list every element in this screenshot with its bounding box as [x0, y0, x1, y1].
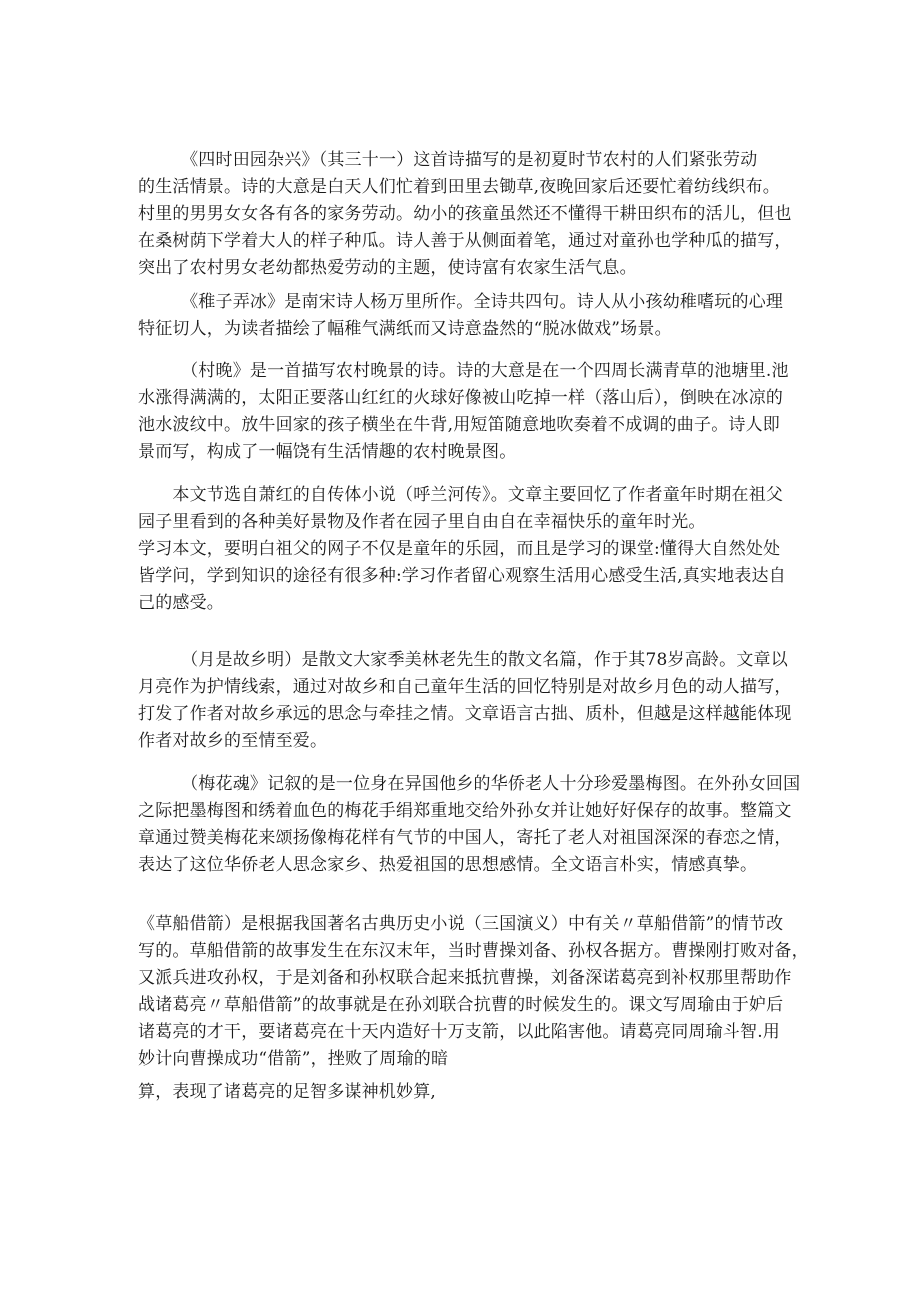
text-line: 池水波纹中。放牛回家的孩子横坐在牛背,用短笛随意地吹奏着不成调的曲子。诗人即 — [138, 415, 781, 435]
paragraph-hu-lan-he-zhuan — [138, 482, 798, 617]
paragraph-cao-chuan-jie-jian — [138, 911, 809, 1073]
text-line: （村晚》是一首描写农村晚景的诗。诗的大意是在一个四周长满青草的池塘里.池 — [138, 361, 789, 381]
text-line: 诸葛亮的才干，要诸葛亮在十天内造好十万支箭，以此陷害他。请葛亮同周瑜斗智.用 — [138, 1022, 781, 1042]
text-line: 作者对故乡的至情至爱。 — [138, 731, 328, 751]
text-line: 村里的男男女女各有各的家务劳动。幼小的孩童虽然还不懂得干耕田织布的活儿，但也 — [138, 204, 792, 224]
paragraph-cao-chuan-jie-jian-continued — [138, 1079, 798, 1106]
paragraph-yue-shi-gu-xiang-ming — [138, 647, 798, 755]
text-line: 《四时田园杂兴》（其三十一）这首诗描写的是初夏时节农村的人们紧张劳动 — [138, 150, 758, 170]
text-line: 妙计向曹操成功“借箭”，挫败了周瑜的暗 — [138, 1049, 449, 1069]
paragraph-mei-hua-hun — [138, 771, 801, 879]
text-line: 打发了作者对故乡承远的思念与牵挂之情。文章语言古拙、质朴，但越是这样越能体现 — [138, 704, 792, 724]
paragraph-cun-wan — [138, 358, 798, 466]
text-line: 之际把墨梅图和绣着血色的梅花手绢郑重地交给外孙女并让她好好保存的故事。整篇文 — [138, 801, 792, 821]
paragraph-si-shi-tian-yuan — [138, 147, 798, 282]
text-line: 己的感受。 — [138, 593, 224, 613]
text-line: 《稚子弄冰》是南宋诗人杨万里所作。全诗共四句。诗人从小孩幼稚嗜玩的心理 — [138, 292, 784, 312]
text-line: 月亮作为护情线索，通过对故乡和自己童年生活的回忆特别是对故乡月色的动人描写， — [138, 677, 792, 697]
text-line: 章通过赞美梅花来颂扬像梅花样有气节的中国人，寄托了老人对祖国深深的春恋之情， — [138, 828, 792, 848]
text-line: 突出了农村男女老幼都热爱劳动的主题，使诗富有农家生活气息。 — [138, 258, 637, 278]
text-line: 水涨得满满的，太阳正要落山红红的火球好像被山吃掉一样（落山后），倒映在冰凉的 — [138, 388, 784, 408]
text-line: 特征切人，为读者描绘了幅稚气满纸而又诗意盎然的“脱冰做戏”场景。 — [138, 319, 672, 339]
text-line: 园子里看到的各种美好景物及作者在园子里自由自在幸福快乐的童年时光。 — [138, 512, 706, 532]
text-line: 皆学问，学到知识的途径有很多种:学习作者留心观察生活用心感受生活,真实地表达自 — [138, 566, 786, 586]
text-line: 又派兵进攻孙权，于是刘备和孙权联合起来抵抗曹操，刘备深诺葛亮到补权那里帮助作 — [138, 968, 792, 988]
text-line: 的生活情景。诗的大意是白天人们忙着到田里去锄草,夜晚回家后还要忙着纺线织布。 — [138, 177, 781, 197]
text-line: 表达了这位华侨老人思念家乡、热爱祖国的思想感情。全文语言朴实，情感真挚。 — [138, 855, 758, 875]
text-line: 景而写，构成了一幅饶有生活情趣的农村晚景图。 — [138, 442, 517, 462]
paragraph-zhi-zi-nong-bing — [138, 289, 798, 343]
text-line: 在桑树荫下学着大人的样子种瓜。诗人善于从侧面着笔，通过对童孙也学种瓜的描写， — [138, 231, 792, 251]
text-line: 《草船借箭）是根据我国著名古典历史小说（三国演义）中有关〃草船借箭”的情节改 — [138, 914, 784, 934]
text-line: 战诸葛亮〃草船借箭”的故事就是在孙刘联合抗曹的时候发生的。课文写周瑜由于妒后 — [138, 995, 784, 1015]
text-line: （月是故乡明）是散文大家季美林老先生的散文名篇，作于其78岁高龄。文章以 — [138, 650, 788, 670]
text-line: 写的。草船借箭的故事发生在东汉末年，当时曹操刘备、孙权各据方。曹操刚打败对备， — [138, 941, 809, 961]
text-line: 学习本文，要明白祖父的网子不仅是童年的乐园，而且是学习的课堂:懂得大自然处处 — [138, 539, 781, 559]
text-line: 本文节选自萧红的自传体小说（呼兰河传》。文章主要回忆了作者童年时期在祖父 — [138, 485, 784, 505]
text-line: 算，表现了诸葛亮的足智多谋神机妙算, — [138, 1082, 437, 1102]
text-line: （梅花魂》记叙的是一位身在异国他乡的华侨老人十分珍爱墨梅图。在外孙女回国 — [138, 774, 801, 794]
